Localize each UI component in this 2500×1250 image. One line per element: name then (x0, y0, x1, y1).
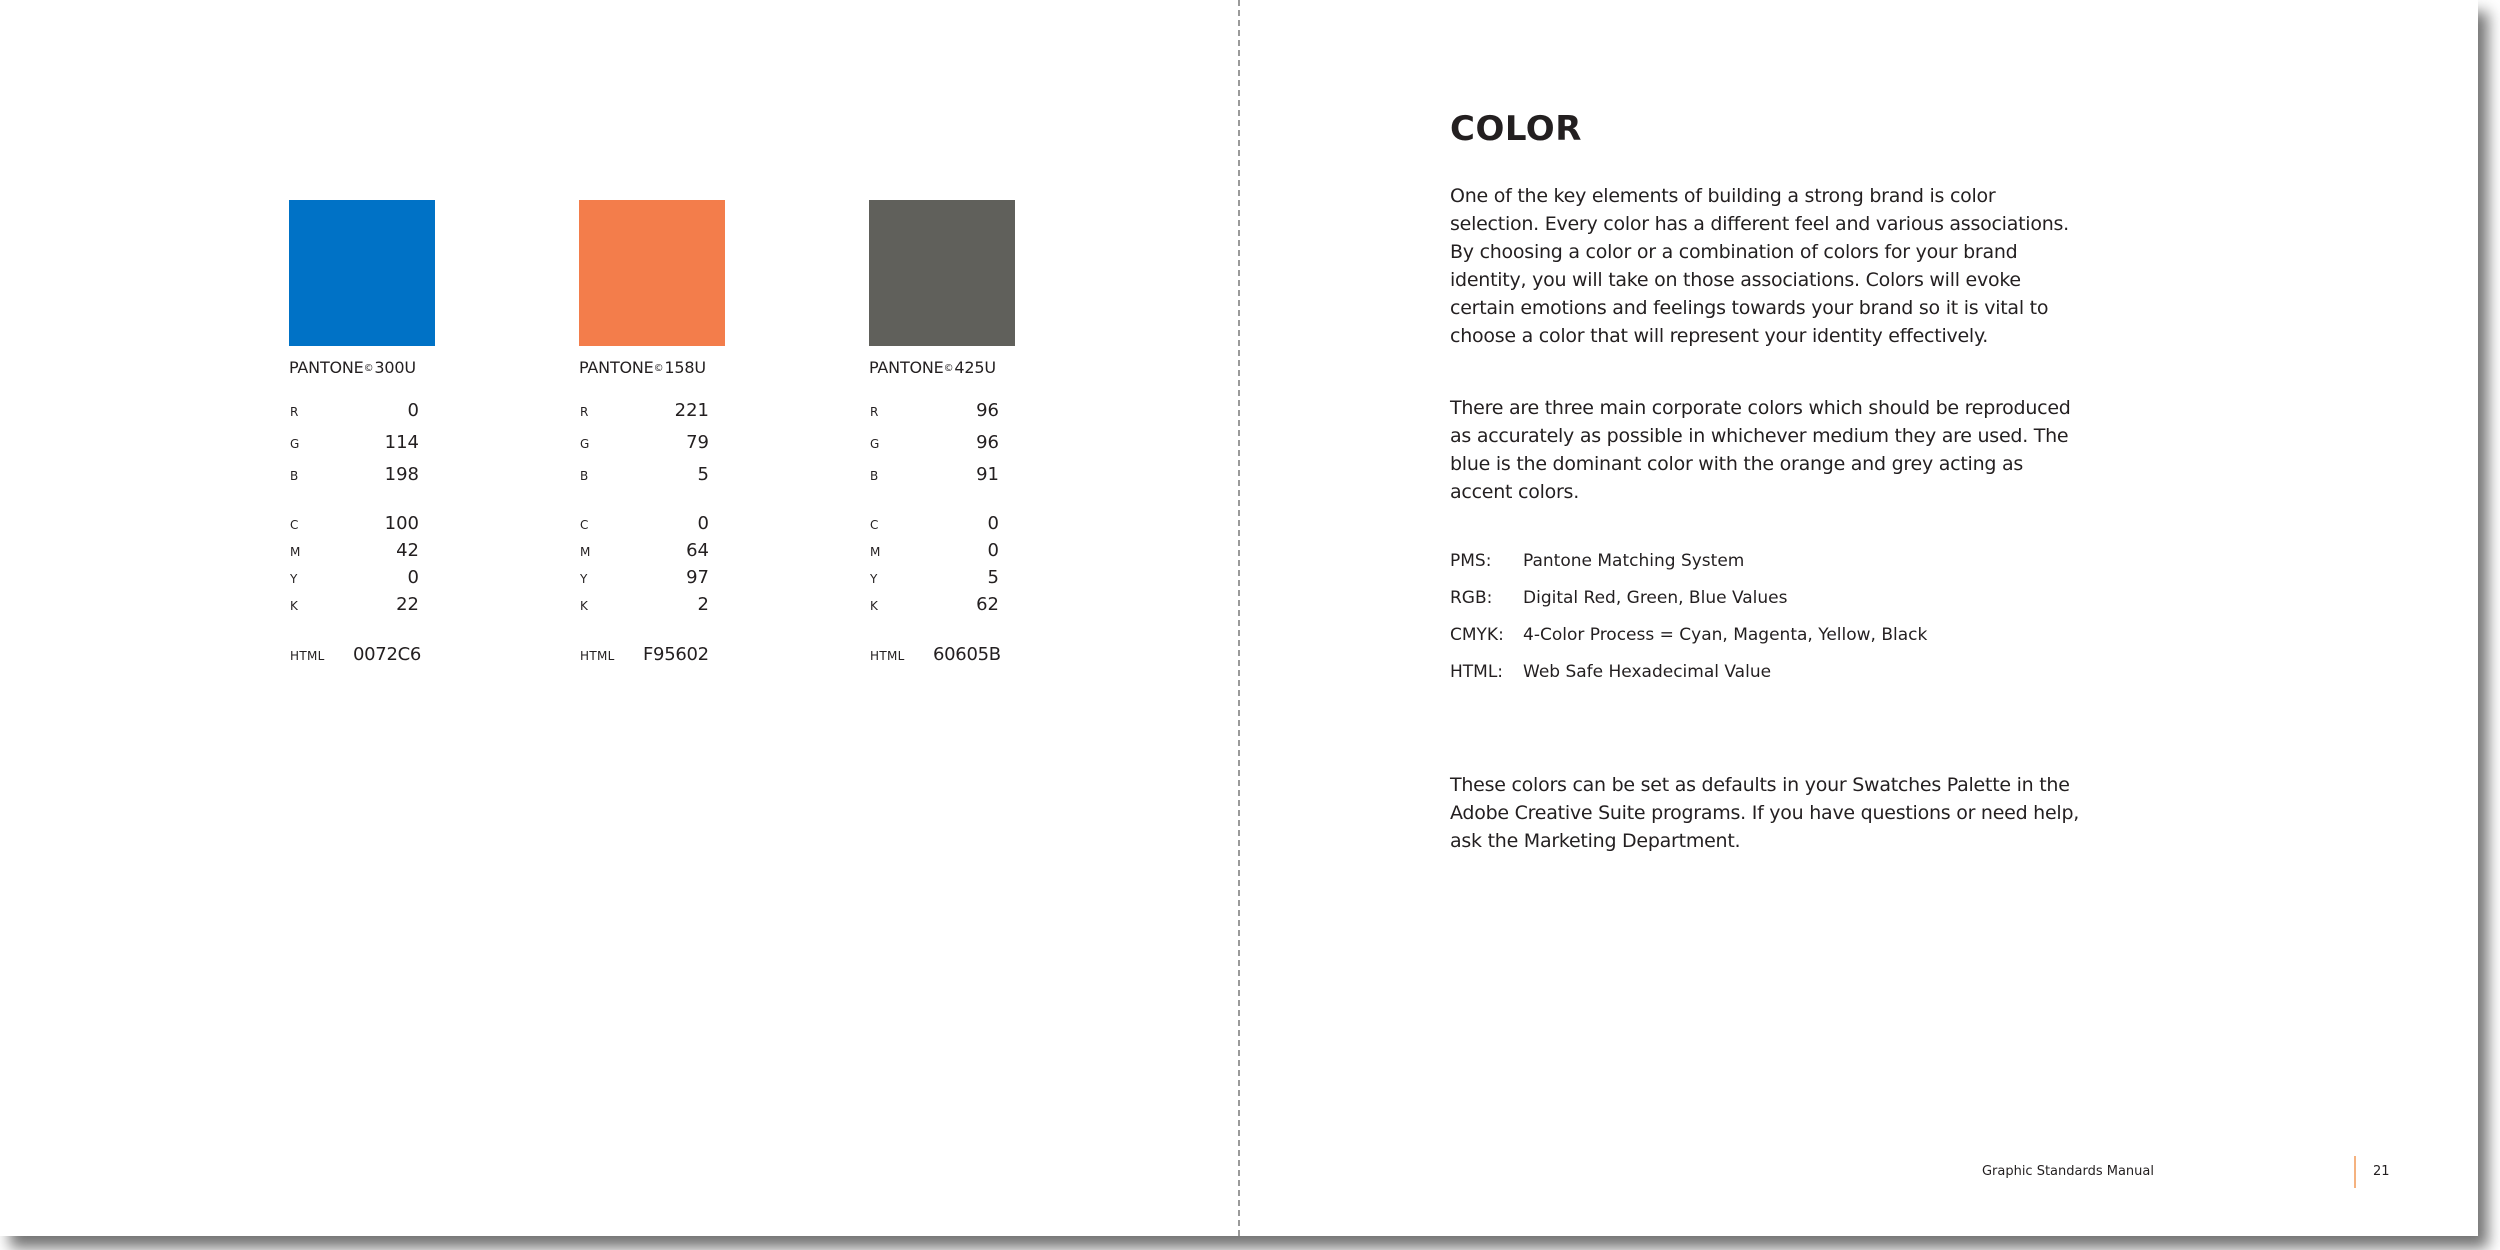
swatches-defaults-paragraph: These colors can be set as defaults in your Swatches Palette in the Adobe Creative Suite programs. If you have questions or need help, ask the Marketing Department. (1450, 774, 2080, 852)
definition-item (1450, 583, 2090, 620)
swatch-column-grey (869, 200, 1029, 665)
intro-paragraph: One of the key elements of building a strong brand is color selection. Every color has a different feel and various associations. By choosing a color or a combination of colors for your brand identity, you will take on those associations. Colors will evoke certain emotions and feelings towards your brand so it is vital to choose a color that will represent your identity effectively. (1450, 185, 2069, 347)
pantone-label: PANTONE©300U (289, 358, 416, 377)
rgb-b-row: B 91 (870, 464, 999, 485)
html-hex-row: HTML F95602 (580, 644, 709, 665)
page-number: 21 (2373, 1164, 2390, 1179)
definition-term: PMS: (1450, 551, 1492, 571)
corporate-colors-paragraph: There are three main corporate colors which should be reproduced as accurately as possible in whichever medium they are used. The blue is the dominant color with the orange and grey acting as accent colors. (1450, 397, 2071, 503)
rgb-g-row: G 79 (580, 432, 709, 453)
swatch-column-orange (579, 200, 739, 665)
definition-term: HTML: (1450, 662, 1504, 682)
cmyk-c-row: C 0 (580, 513, 709, 534)
rgb-r-row: R 0 (290, 400, 419, 421)
page-title: COLOR (1450, 109, 1582, 149)
color-section (1450, 109, 2090, 855)
definition-term: CMYK: (1450, 625, 1504, 645)
definition-item (1450, 657, 2090, 694)
rgb-values (289, 389, 449, 485)
definition-description: Digital Red, Green, Blue Values (1523, 588, 1788, 608)
rgb-g-row: G 96 (870, 432, 999, 453)
definition-description: Pantone Matching System (1523, 551, 1745, 571)
rgb-values (579, 389, 739, 485)
definition-description: 4-Color Process = Cyan, Magenta, Yellow, Black (1523, 625, 1928, 645)
definition-item (1450, 546, 2090, 583)
blue-color-swatch (289, 200, 435, 346)
cmyk-m-row: M 42 (290, 540, 419, 561)
cmyk-c-row: C 0 (870, 513, 999, 534)
cmyk-k-row: K 22 (290, 594, 419, 615)
page-fold-divider (1238, 0, 1240, 1236)
html-hex-row: HTML 60605B (870, 644, 1001, 665)
pantone-label: PANTONE©425U (869, 358, 996, 377)
definition-term: RGB: (1450, 588, 1493, 608)
cmyk-y-row: Y 97 (580, 567, 709, 588)
rgb-r-row: R 221 (580, 400, 709, 421)
html-hex-row: HTML 0072C6 (290, 644, 422, 665)
swatch-column-blue (289, 200, 449, 665)
cmyk-values (869, 507, 1029, 615)
definition-description: Web Safe Hexadecimal Value (1523, 662, 1772, 682)
cmyk-y-row: Y 0 (290, 567, 419, 588)
pantone-label: PANTONE©158U (579, 358, 706, 377)
cmyk-k-row: K 2 (580, 594, 709, 615)
cmyk-k-row: K 62 (870, 594, 999, 615)
cmyk-c-row: C 100 (290, 513, 419, 534)
rgb-b-row: B 198 (290, 464, 419, 485)
cmyk-y-row: Y 5 (870, 567, 999, 588)
grey-color-swatch (869, 200, 1015, 346)
cmyk-m-row: M 64 (580, 540, 709, 561)
footer-divider (2354, 1156, 2356, 1188)
definitions-list (1450, 546, 2090, 694)
footer-manual-title: Graphic Standards Manual (1981, 1164, 2154, 1179)
orange-color-swatch (579, 200, 725, 346)
rgb-r-row: R 96 (870, 400, 999, 421)
rgb-g-row: G 114 (290, 432, 419, 453)
definition-item (1450, 620, 2090, 657)
rgb-values (869, 389, 1029, 485)
rgb-b-row: B 5 (580, 464, 709, 485)
cmyk-values (579, 507, 739, 615)
cmyk-values (289, 507, 449, 615)
cmyk-m-row: M 0 (870, 540, 999, 561)
